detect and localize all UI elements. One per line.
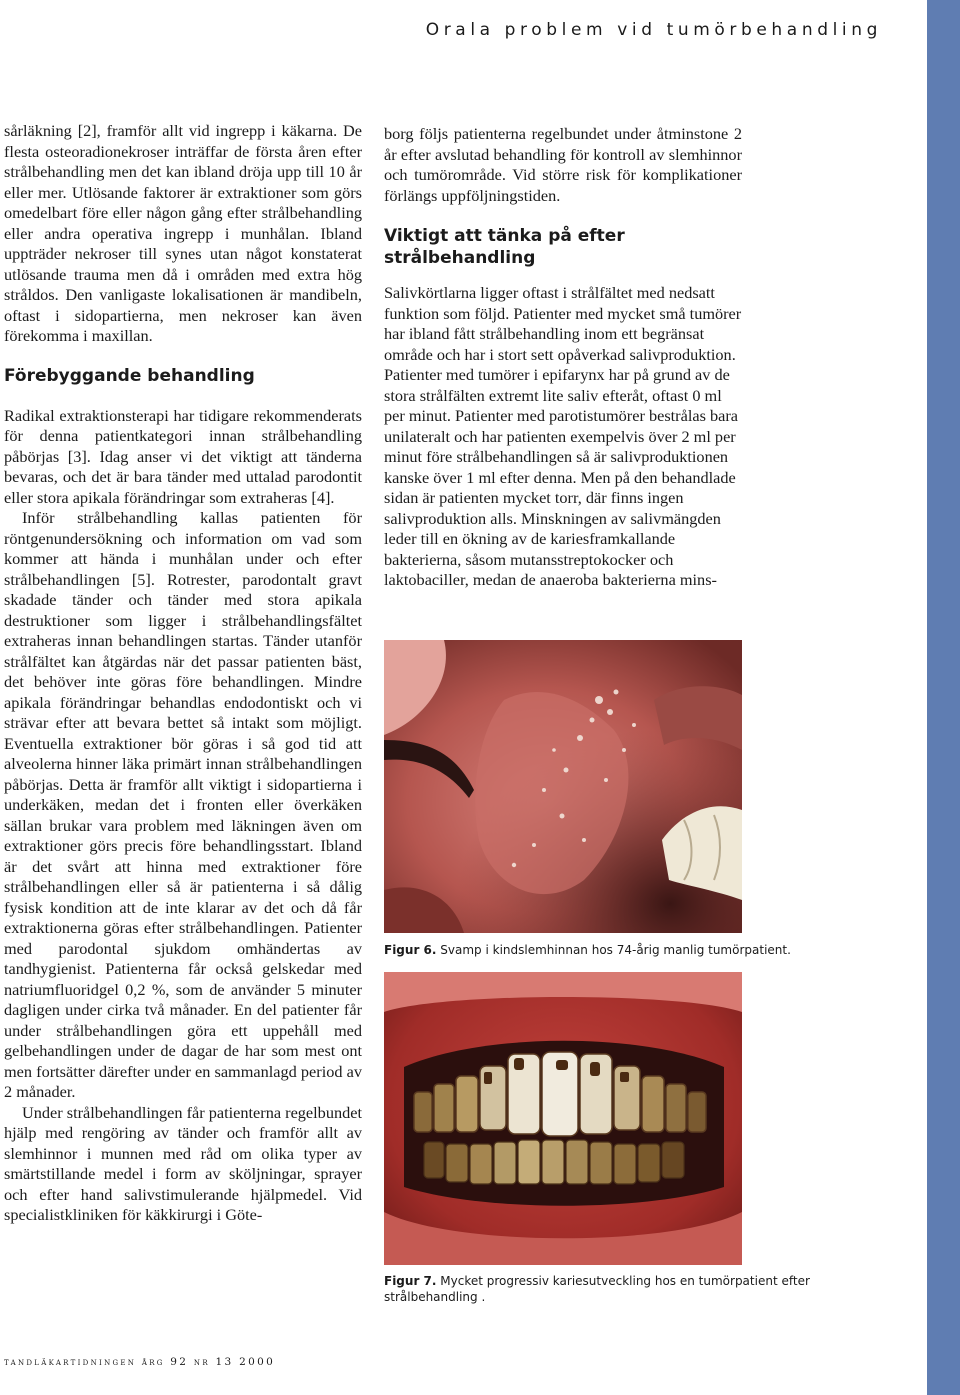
- figure-label: Figur 6.: [384, 943, 437, 957]
- section-heading: Viktigt att tänka på efter strålbehandling: [384, 226, 625, 268]
- figure-7-photo: [384, 972, 742, 1265]
- accent-sidebar: [927, 0, 960, 1395]
- right-column: [384, 124, 742, 591]
- body-paragraph: Radikal extraktionsterapi har tidigare rekommenderats för denna patientkategori innan strålbehandling påbörjas [3]. Idag anser vi det viktigt att tänderna bevaras, och det är bara tänder med uttalad parodontit eller stora apikala förändringar som extraheras [4].: [4, 405, 362, 507]
- section-heading: Förebyggande behandling: [4, 365, 255, 386]
- running-head: Orala problem vid tumörbehandling: [425, 20, 882, 40]
- figure-caption-text: Mycket progressiv kariesutveckling hos en tumörpatient efter strålbehandling .: [384, 1274, 810, 1304]
- figure-7-caption: [384, 1273, 824, 1305]
- figure-6-caption: [384, 942, 824, 958]
- journal-footer: tandläkartidningen årg 92 nr 13 2000: [4, 1356, 276, 1368]
- body-paragraph: borg följs patienterna regelbundet under åtminstone 2 år efter avslutad behandling för kontroll av slemhinnor och tumörområde. Vid större risk för komplikationer förlängs uppföljningstiden.: [384, 124, 742, 205]
- body-paragraph: sårläkning [2], framför allt vid ingrepp i käkarna. De flesta osteoradionekroser inträffar de första åren efter strålbehandling men det kan ibland dröja upp till 10 år eller mer. Utlösande faktorer är extraktioner som görs omedelbart före eller någon gång efter strålbehandling eller andra operativa ingrepp i munhålan. Ibland uppträder nekroser till synes utan något konstaterat utlösande trauma men då i områden med extra hög stråldos. Den vanligaste lokalisationen är mandibeln, oftast i sidopartierna, men nekroser kan även förekomma i maxillan.: [4, 121, 362, 345]
- figure-label: Figur 7.: [384, 1274, 437, 1288]
- body-paragraph: Under strålbehandlingen får patienterna regelbundet hjälp med rengöring av tänder och framför allt av slemhinnor i munnen med råd om olika typer av smärtstillande medel i form av sköljningar, sprayer och efter hand salivstimulerande hjälpmedel. Vid specialistkliniken för käkkirurgi i Göte-: [4, 1102, 362, 1224]
- figure-6-photo: [384, 640, 742, 933]
- body-paragraph: Inför strålbehandling kallas patienten för röntgenundersökning och information om vad som kommer att hända i munhålan under och efter strålbehandlingen [5]. Rotrester, parodontalt gravt skadade tänder och tänder med stora apikala destruktioner som ligger i strålbehandlingsfältet extraheras innan behandlingen startas. Tänder utanför strålfältet kan åtgärdas när det passar patienten bäst, det behöver inte göras före behandlingen. Mindre apikala förändringar behandlas endodontiskt och vi strävar efter att bevara bettet så intakt som möjligt. Eventuella extraktioner bör göras i så god tid att alveolerna hinner läka primärt innan strålbehandlingen påbörjas. Detta är framför allt viktigt i sidopartierna i underkäken, medan det i fronten eller överkäken sällan brukar vara problem med läkningen även om extraktioner görs precis före behandlingsstart. Ibland är det svårt att hinna med extraktioner före strålbehandlingen eller så är patienterna i så dålig fysisk kondition att de inte klarar av det och då får extraktionerna göras efter strålbehandlingen. Patienter med parodontal sjukdom omhändertas av tandhygienist. Patienterna får också gelskedar med natriumfluoridgel 0,2 %, som de använder 5 minuter dagligen under cirka två månader. En del patienter får under strålbehandlingen göra ett uppehåll med gelbehandlingen under de dagar de har som mest ont men fortsätter därefter under en sammanlagd period av 2 månader.: [4, 508, 362, 1101]
- body-paragraph: Salivkörtlarna ligger oftast i strålfältet med nedsatt funktion som följd. Patienter med mycket små tumörer har ibland fått strålbehandling inom ett begränsat område och har i stort sett opåverkad salivproduktion. Patienter med tumörer i epifarynx har på grund av de stora strålfälten extremt lite saliv efteråt, oftast 0 ml per minut. Patienter med parotistumörer bestrålas bara unilateralt och har patienten exempelvis över 2 ml per minut före strålbehandlingen så är salivproduktionen kanske över 1 ml efter denna. Men på den behandlade sidan är patienten mycket torr, där finns ingen salivproduktion alls. Minskningen av salivmängden leder till en ökning av de kariesframkallande bakterierna, såsom mutansstreptokocker och laktobaciller, medan de anaeroba bakterierna mins-: [384, 283, 742, 589]
- left-column: [4, 121, 362, 1226]
- figure-caption-text: Svamp i kindslemhinnan hos 74-årig manlig tumörpatient.: [440, 943, 791, 957]
